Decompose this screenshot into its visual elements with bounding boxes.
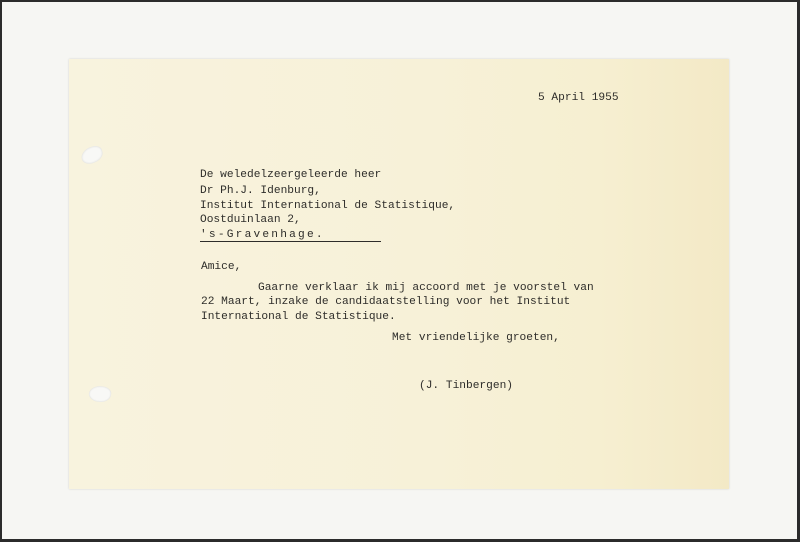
city-underline (200, 241, 381, 242)
address-line: De weledelzeergeleerde heer (200, 169, 382, 181)
address-line: Institut International de Statistique, (200, 200, 456, 212)
address-city: 's-Gravenhage. (200, 229, 325, 241)
closing: Met vriendelijke groeten, (392, 332, 560, 344)
body-line: 22 Maart, inzake de candidaatstelling voor het Institut (201, 296, 571, 308)
body-line: Gaarne verklaar ik mij accoord met je voorstel van (258, 282, 594, 294)
address-line: Oostduinlaan 2, (200, 214, 301, 226)
salutation: Amice, (201, 261, 242, 273)
body-line: International de Statistique. (201, 311, 396, 323)
signature: (J. Tinbergen) (419, 380, 513, 392)
letter-date: 5 April 1955 (538, 92, 619, 104)
address-line: Dr Ph.J. Idenburg, (200, 185, 321, 197)
letter-paper (69, 59, 729, 489)
